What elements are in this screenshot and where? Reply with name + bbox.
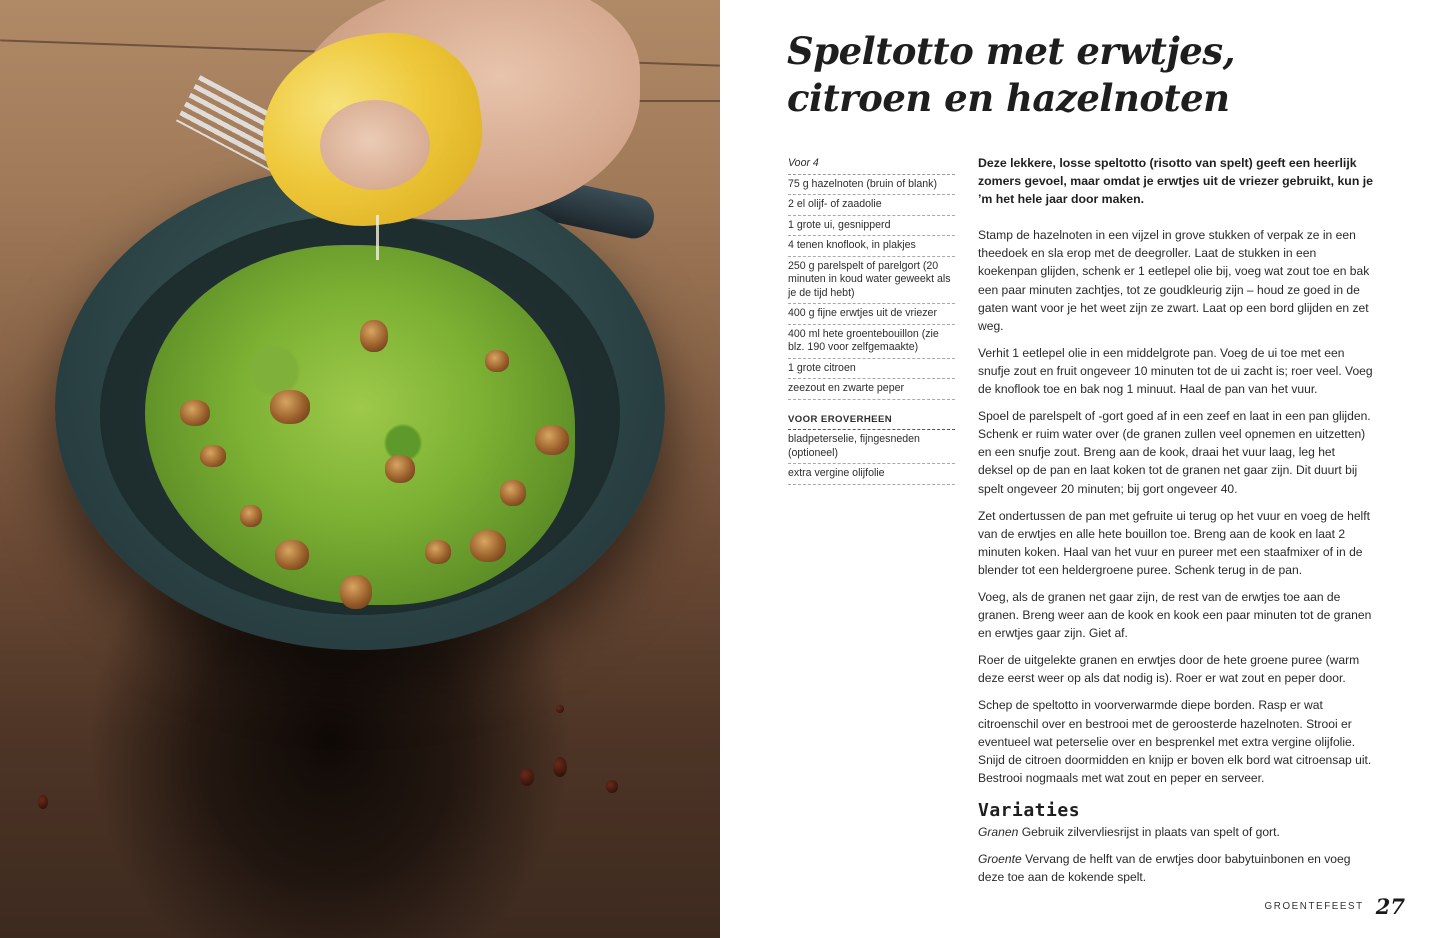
ingredient-item: 400 ml hete groentebouillon (zie blz. 190 voor zelfgemaakte) [788, 325, 955, 359]
hazelnut-icon [180, 400, 210, 426]
method-step: Voeg, als de granen net gaar zijn, de rest van de erwtjes toe aan de granen. Breng weer aan de kook en kook een paar minuten tot de granen en erwtjes gaar zijn. Giet af. [978, 589, 1372, 641]
topping-heading: VOOR EROVERHEEN [788, 400, 955, 431]
ingredient-item: 4 tenen knoflook, in plakjes [788, 236, 955, 257]
method-step: Verhit 1 eetlepel olie in een middelgrote pan. Voeg de ui toe met een snufje zout en fruit ongeveer 10 minuten tot de ui zacht is; roer veel. Voeg de knoflook toe en bak nog 1 minuut. Haal de pan van het vuur. [978, 345, 1373, 397]
variation-label: Granen [978, 824, 1019, 839]
ingredient-item: 400 g fijne erwtjes uit de vriezer [788, 304, 955, 325]
variation-text: Vervang de helft van de erwtjes door babytuinbonen en voeg deze toe aan de kokende spelt. [978, 852, 1351, 885]
hazelnut-icon [275, 540, 309, 570]
hazelnut-icon [485, 350, 509, 372]
hazelnut-icon [500, 480, 526, 506]
variation-label: Groente [978, 852, 1022, 866]
hazelnut-icon [240, 505, 262, 527]
method-step: Spoel de parelspelt of -gort goed af in een zeef en laat in een pan glijden. Schenk er ruim water over (de granen zullen veel opnemen en uitzetten) en een snufje zout. Breng aan de kook, draai het vuur laag, leg het deksel op de pan en laat koken tot de granen net gaar zijn. Dit duurt bij spelt ongeveer 20 minuten; bij gort ongeveer 40. [978, 409, 1371, 496]
hazelnut-icon [200, 445, 226, 467]
method-text [978, 154, 1373, 895]
ingredient-item: 2 el olijf- of zaadolie [788, 195, 955, 216]
method-step: Stamp de hazelnoten in een vijzel in grove stukken of verpak ze in een theedoek en sla erop met de deegroller. Laat de stukken in een koekenpan glijden, schenk er 1 eetlepel olie bij, voeg wat zout toe en bak een paar minuten zachtjes, tot ze goudkleurig zijn – houd ze goed in de gaten want voor je het weet zijn ze zwart. Laat op een bord glijden en zet weg. [978, 228, 1370, 333]
ingredient-item: 250 g parelspelt of parelgort (20 minuten in koud water geweekt als je de tijd hebt) [788, 257, 955, 305]
servings: Voor 4 [788, 155, 955, 175]
variation-text: Gebruik zilvervliesrijst in plaats van spelt of gort. [1018, 824, 1280, 839]
oil-drop [520, 768, 534, 786]
variation-item [978, 823, 1373, 841]
hazelnut-icon [425, 540, 451, 564]
method-step: Zet ondertussen de pan met gefruite ui terug op het vuur en voeg de helft van de erwtjes en alle hete bouillon toe. Breng aan de kook en laat 2 minuten koken. Haal van het vuur en pureer met een staafmixer of in de blender tot een heldergroene puree. Schenk terug in de pan. [978, 508, 1370, 577]
hazelnut-icon [385, 455, 415, 483]
hazelnut-icon [360, 320, 388, 352]
hazelnut-icon [340, 575, 372, 609]
variations-heading: Variaties [978, 799, 1081, 821]
oil-drop [38, 795, 48, 809]
recipe-title: Speltotto met erwtjes, citroen en hazelnoten [787, 29, 1235, 120]
method-step: Schep de speltotto in voorverwarmde diepe borden. Rasp er wat citroenschil over en bestrooi met de geroosterde hazelnoten. Strooi er eventueel wat peterselie over en besprenkel met extra vergine olijfolie. Snijd de citroen doormidden en knijp er boven elk bord wat citroensap uit. Bestrooi nogmaals met wat zout en peper en serveer. [978, 698, 1372, 785]
page-footer [1265, 894, 1405, 919]
oil-drop [606, 780, 618, 793]
page-number: 27 [1375, 894, 1405, 919]
hazelnut-icon [470, 530, 506, 562]
oil-drop [556, 705, 564, 713]
section-name: GROENTEFEEST [1264, 901, 1364, 912]
lemon-juice [376, 215, 379, 260]
variation-item [978, 850, 1373, 886]
ingredient-item: 1 grote citroen [788, 359, 955, 380]
thumb [320, 100, 430, 190]
topping-item: extra vergine olijfolie [788, 464, 955, 485]
topping-item: bladpeterselie, fijngesneden (optioneel) [788, 430, 955, 464]
hazelnut-icon [270, 390, 310, 424]
recipe-intro: Deze lekkere, losse speltotto (risotto van spelt) geeft een heerlijk zomers gevoel, maar omdat je erwtjes uit de vriezer gebruikt, kun je ’m het hele jaar door maken. [978, 156, 1374, 207]
ingredient-item: 1 grote ui, gesnipperd [788, 216, 955, 237]
hazelnut-icon [535, 425, 569, 455]
ingredient-item: zeezout en zwarte peper [788, 379, 955, 400]
method-step: Roer de uitgelekte granen en erwtjes door de hete groene puree (warm deze eerst weer op als dat nodig is). Roer er wat zout en peper door. [978, 653, 1360, 686]
ingredient-list [788, 155, 955, 485]
oil-drop [553, 757, 567, 777]
ingredient-item: 75 g hazelnoten (bruin of blank) [788, 175, 955, 196]
